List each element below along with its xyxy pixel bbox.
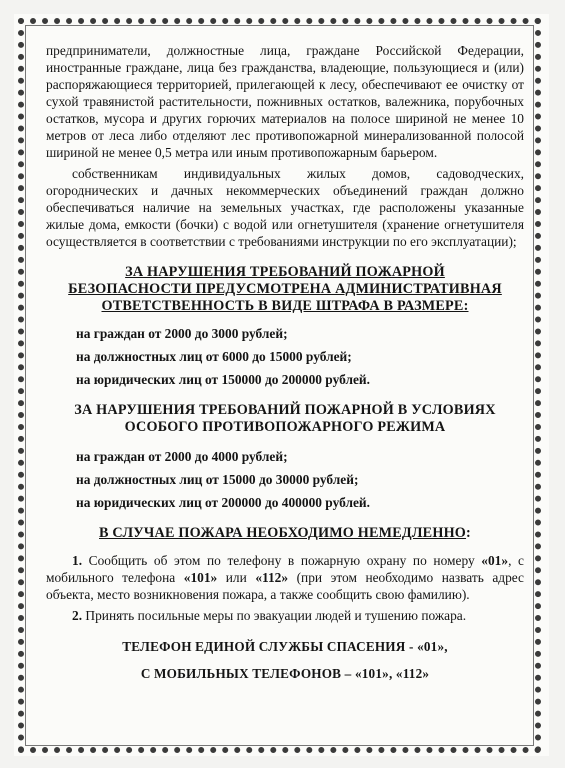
document-body [46, 42, 524, 682]
item-number: 1. [72, 553, 83, 568]
paragraph-land-clearing: предприниматели, должностные лица, граждане Российской Федерации, иностранные граждане, лица без гражданства, владеющие, пользующиеся и (или) распоряжающиеся территорией, прилегающей к лесу, обеспечивают ее очистку от сухой травянистой растительности, пожнивных остатков, валежника, порубочных остатков, мусора и других горючих материалов на полосе шириной не менее 10 метров от леса либо отделяют лес противопожарной минерализованной полосой шириной не менее 0,5 метра или иным противопожарным барьером. [46, 43, 524, 160]
fine-officials: на должностных лиц от 6000 до 15000 рублей; [76, 349, 352, 364]
fire-actions-heading: В СЛУЧАЕ ПОЖАРА НЕОБХОДИМО НЕМЕДЛЕННО [99, 525, 467, 541]
action-item-call-fire-service: 1. Сообщить об этом по телефону в пожарную охрану по номеру «01», с мобильного телефона «101» или «112» (при этом необходимо назвать адрес объекта, место возникновения пожара, а также сообщить свою фамилию). [46, 553, 524, 602]
phone-code-101: «101» [183, 570, 218, 585]
fine-legal-entities: на юридических лиц от 200000 до 400000 рублей. [76, 495, 370, 510]
fine-citizens: на граждан от 2000 до 3000 рублей; [76, 326, 288, 341]
fines-general-heading-line-3: ОТВЕТСТВЕННОСТЬ В ВИДЕ ШТРАФА В РАЗМЕРЕ: [101, 298, 469, 314]
footer-line-2: С МОБИЛЬНЫХ ТЕЛЕФОНОВ – «101», «112» [140, 666, 430, 681]
fines-special-heading-line-1: ЗА НАРУШЕНИЯ ТРЕБОВАНИЙ ПОЖАРНОЙ В УСЛОВИЯХ [74, 402, 496, 418]
heading-colon: : [466, 525, 471, 541]
phone-code-112: «112» [255, 570, 289, 585]
action-item-evacuate: 2. Принять посильные меры по эвакуации людей и тушению пожара. [72, 608, 467, 623]
paragraph-water-tank-requirement: собственникам индивидуальных жилых домов, садоводческих, огороднических и дачных некоммерческих объединений граждан должно обеспечиваться наличие на земельных участках, где расположены указанные жилые дома, емкости (бочки) с водой или огнетушителя (хранение огнетушителя осуществляется в соответствии с требованиями инструкции по его эксплуатации); [46, 166, 524, 249]
fines-general-heading-line-2: БЕЗОПАСНОСТИ ПРЕДУСМОТРЕНА АДМИНИСТРАТИВНАЯ [68, 281, 502, 297]
fines-general-heading-line-1: ЗА НАРУШЕНИЯ ТРЕБОВАНИЙ ПОЖАРНОЙ [125, 264, 445, 280]
footer-line-1: ТЕЛЕФОН ЕДИНОЙ СЛУЖБЫ СПАСЕНИЯ - «01», [122, 639, 448, 654]
fines-special-heading-line-2: ОСОБОГО ПРОТИВОПОЖАРНОГО РЕЖИМА [124, 419, 446, 435]
fine-officials: на должностных лиц от 15000 до 30000 рублей; [76, 472, 359, 487]
section-fines-special-regime [46, 402, 524, 511]
emergency-phones-footer [46, 638, 524, 682]
fine-citizens: на граждан от 2000 до 4000 рублей; [76, 449, 288, 464]
fine-legal-entities: на юридических лиц от 150000 до 200000 рублей. [76, 372, 370, 387]
section-fines-general [46, 264, 524, 388]
phone-code-01: «01» [481, 553, 509, 568]
item-number: 2. [72, 608, 83, 623]
section-fire-actions [46, 525, 524, 624]
